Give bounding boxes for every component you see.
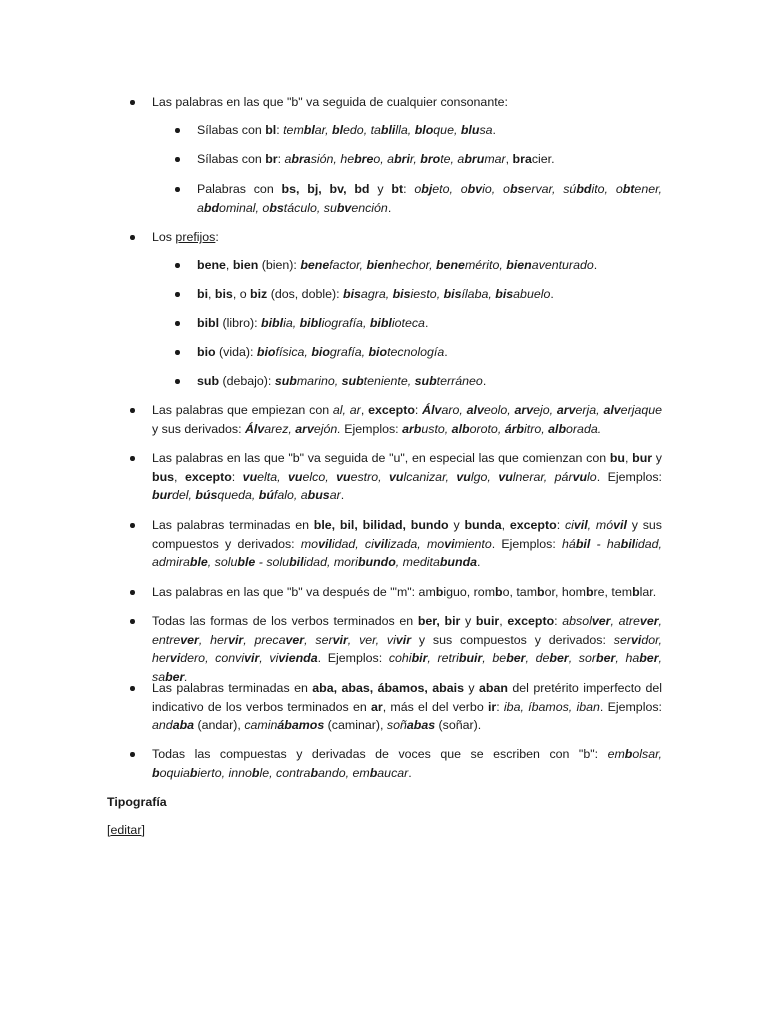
bullet-icon xyxy=(175,350,180,355)
list-item-text: Las palabras en las que "b" va después de '"m": ambiguo, rombo, tambor, hombre, temblar. xyxy=(152,585,657,599)
sub-list-item xyxy=(197,180,662,217)
bracket-close: ] xyxy=(141,823,145,837)
list-item xyxy=(152,401,662,438)
list-item-text: Sílabas con br: abrasión, hebreo, abrir, brote, abrumar, bracier. xyxy=(197,152,555,166)
bullet-icon xyxy=(175,379,180,384)
edit-link[interactable]: editar xyxy=(110,823,142,837)
bullet-icon xyxy=(175,263,180,268)
list-item-text: bibl (libro): biblia, bibliografía, biblioteca. xyxy=(197,316,429,330)
bullet-icon xyxy=(130,456,135,461)
list-item-text: bio (vida): biofísica, biografía, biotecnología. xyxy=(197,345,448,359)
section-heading: Tipografía xyxy=(107,795,167,809)
bullet-icon xyxy=(130,100,135,105)
list-item-text: Las palabras terminadas en ble, bil, bilidad, bundo y bunda, excepto: civil, móvil y sus compuestos y derivados: movilidad, civilizada, movimiento. Ejemplos: hábil - habilidad, admirable, soluble - solubilidad, moribundo, meditabunda. xyxy=(152,518,662,570)
bullet-icon xyxy=(130,686,135,691)
list-item-text: Palabras con bs, bj, bv, bd y bt: objeto, obvio, observar, súbdito, obtener, abdominal, obstáculo, subvención. xyxy=(197,182,662,215)
bullet-icon xyxy=(130,523,135,528)
bullet-icon xyxy=(175,292,180,297)
list-item-text: Sílabas con bl: temblar, bledo, tablilla, bloque, blusa. xyxy=(197,123,496,137)
bullet-icon xyxy=(175,187,180,192)
list-item-text: Las palabras terminadas en aba, abas, ábamos, abais y aban del pretérito imperfecto del indicativo de los verbos terminados en ar, más el del verbo ir: iba, íbamos, iban. Ejemplos: andaba (andar), caminábamos (caminar), soñabas (soñar). xyxy=(152,681,663,733)
list-item xyxy=(152,745,662,782)
sub-list-item xyxy=(197,372,662,391)
list-item-text: Las palabras en las que "b" va seguida de "u", en especial las que comienzan con bu, bur y bus, excepto: vuelta, vuelco, vuestro, vulcanizar, vulgo, vulnerar, párvulo. Ejemplos: burdel, búsqueda, búfalo, abusar. xyxy=(152,451,662,503)
sub-list-item xyxy=(197,343,662,362)
list-item-text: Todas las compuestas y derivadas de voces que se escriben con "b": embolsar, boquiabierto, innoble, contrabando, embaucar. xyxy=(152,747,662,780)
list-item xyxy=(152,516,662,572)
bullet-icon xyxy=(130,590,135,595)
list-item-text: Todas las formas de los verbos terminados en ber, bir y buir, excepto: absolver, atrever, entrever, hervir, precaver, servir, ver, vivir y sus compuestos y derivados: servidor, hervidero, convivir, vivienda. Ejemplos: cohibir, retribuir, beber, deber, sorber, haber, saber. xyxy=(152,614,662,684)
list-item xyxy=(152,449,662,505)
bracket-open: [ xyxy=(107,823,111,837)
bullet-icon xyxy=(175,321,180,326)
sub-list-item xyxy=(197,314,662,333)
bullet-icon xyxy=(175,128,180,133)
list-item xyxy=(152,93,662,112)
bullet-icon xyxy=(130,235,135,240)
bullet-icon xyxy=(130,408,135,413)
sub-list-item xyxy=(197,285,662,304)
list-item xyxy=(152,228,662,247)
list-item xyxy=(152,583,662,602)
sub-list-item xyxy=(197,150,662,169)
bullet-icon xyxy=(130,752,135,757)
list-item-text: Las palabras que empiezan con al, ar, excepto: Álvaro, alveolo, arvejo, arverja, alverjaque y sus derivados: Álvarez, arvejón. Ejemplos: arbusto, alboroto, árbitro, alborada. xyxy=(152,403,663,436)
bullet-icon xyxy=(175,157,180,162)
bullet-icon xyxy=(130,619,135,624)
list-item xyxy=(152,612,662,686)
sub-list-item xyxy=(197,256,662,275)
list-item-text: Los prefijos: xyxy=(152,230,219,244)
list-item xyxy=(152,679,662,735)
list-item-text: bi, bis, o biz (dos, doble): bisagra, bisiesto, bisílaba, bisabuelo. xyxy=(197,287,554,301)
sub-list-item xyxy=(197,121,662,140)
list-item-text: sub (debajo): submarino, subteniente, subterráneo. xyxy=(197,374,487,388)
edit-link-wrapper xyxy=(107,821,145,840)
list-item-text: bene, bien (bien): benefactor, bienhechor, benemérito, bienaventurado. xyxy=(197,258,598,272)
list-item-text: Las palabras en las que "b" va seguida de cualquier consonante: xyxy=(152,95,508,109)
